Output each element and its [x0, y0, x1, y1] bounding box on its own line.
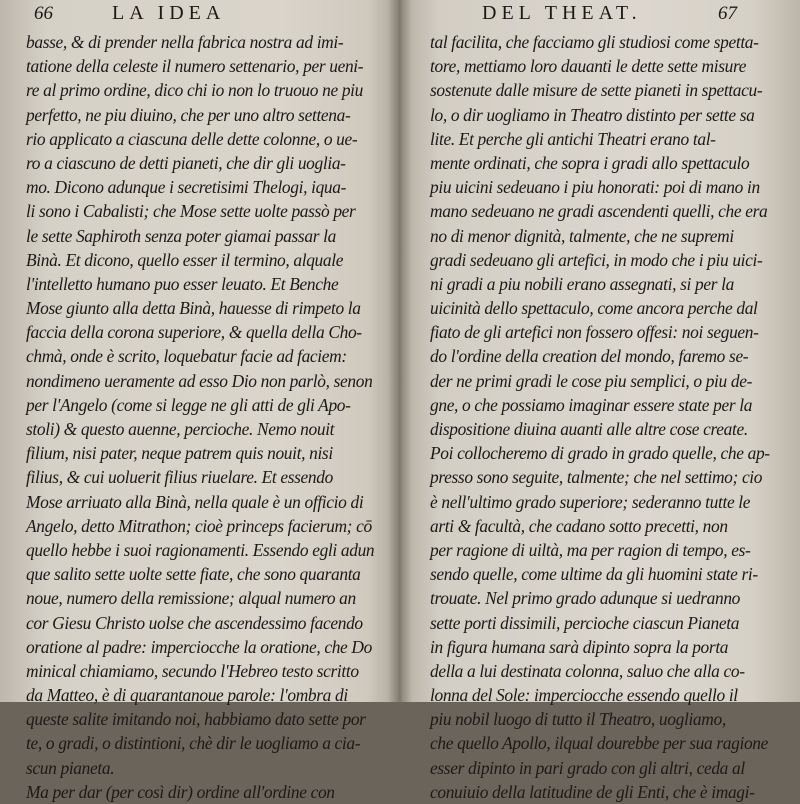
text-line: filium, nisi pater, neque patrem quis nouit, nisi: [26, 443, 333, 464]
text-line: der ne primi gradi le cose piu semplici, o piu de-: [430, 370, 753, 391]
right-page: [400, 0, 800, 802]
text-line: oratione al padre: imperciocche la oratione, che Do: [26, 636, 372, 657]
text-line: fiato de gli artefici non fossero offesi: noi seguen-: [430, 322, 759, 343]
text-line: è nell'ultimo grado superiore; sederanno tutte le: [430, 491, 751, 512]
text-line: gradi sedeuano gli artefici, in modo che i piu uici-: [430, 249, 763, 270]
text-line: Poi collocheremo di grado in grado quelle, che ap-: [430, 443, 770, 464]
text-line: quello hebbe i suoi ragionamenti. Essendo egli adun: [26, 539, 375, 560]
text-line: no di menor dignità, talmente, che ne supremi: [430, 225, 734, 246]
text-line: che quello Apollo, ilqual dourebbe per sua ragione: [430, 733, 768, 754]
text-line: trouate. Nel primo grado adunque si uedranno: [430, 588, 741, 609]
text-line: l'intelletto humano puo esser leuato. Et Benche: [26, 273, 339, 294]
text-line: Angelo, detto Mitrathon; cioè princeps facierum; cō: [26, 515, 372, 536]
text-line: piu nobil luogo di tutto il Theatro, uogliamo,: [430, 709, 726, 730]
text-line: scun pianeta.: [26, 757, 115, 778]
text-line: esser dipinto in pari grado con gli altri, ceda al: [430, 757, 745, 778]
text-line: basse, & di prender nella fabrica nostra ad imi-: [26, 32, 344, 52]
text-line: per ragione di uiltà, ma per ragion di tempo, es-: [430, 539, 751, 560]
text-line: sostenute dalle misure de sette pianeti in spettacu-: [430, 80, 763, 101]
text-line: rio applicato a ciascuna delle dette colonne, o ue-: [26, 128, 358, 149]
left-running-head: LA IDEA: [112, 2, 226, 24]
text-line: do l'ordine della creation del mondo, faremo se-: [430, 346, 749, 367]
text-line: dispositione diuina auanti alle altre cose create.: [430, 419, 748, 439]
text-line: faccia della corona superiore, & quella della Cho-: [26, 322, 362, 343]
text-line: que salito sette uolte sette fiate, che sono quaranta: [26, 564, 361, 585]
text-line: mo. Dicono adunque i secretisimi Thelogi, iqua-: [26, 177, 347, 198]
text-line: minical chiamiamo, secundo l'Hebreo testo scritto: [26, 660, 359, 681]
text-line: uicinità dello spettaculo, come ancora perche dal: [430, 298, 758, 319]
text-line: lo, o dir uogliamo in Theatro distinto per sette sa: [430, 104, 755, 125]
text-line: cor Giesu Christo uolse che ascendessimo facendo: [26, 612, 363, 633]
text-line: li sono i Cabalisti; che Mose sette uolte passò per: [26, 201, 356, 222]
text-line: ni gradi a piu nobili erano assegnati, si per la: [430, 273, 734, 294]
text-line: presso sono seguite, talmente; che nel settimo; cio: [430, 467, 763, 488]
text-line: nondimeno ueramente ad esso Dio non parlò, senon: [26, 370, 373, 391]
text-line: tal facilita, che facciamo gli studiosi come spetta-: [430, 32, 759, 52]
right-page-number: 67: [718, 3, 737, 24]
text-line: perfetto, ne piu diuino, che per uno altro settena-: [26, 104, 351, 125]
right-running-head: DEL THEAT.: [482, 2, 642, 24]
text-line: Ma per dar (per così dir) ordine all'ordine con: [26, 781, 335, 802]
text-line: mente ordinati, che sopra i gradi allo spettaculo: [430, 152, 750, 173]
text-line: Mose arriuato alla Binà, nella quale è un officio di: [26, 491, 364, 512]
text-line: lonna del Sole: imperciocche essendo quello il: [430, 685, 738, 706]
text-line: gne, o che possiamo imaginar essere state per la: [430, 394, 753, 415]
text-line: tore, mettiamo loro dauanti le dette sette misure: [430, 56, 747, 77]
text-line: chmà, onde è scrito, loquebatur facie ad faciem:: [26, 346, 347, 367]
text-line: arti & facultà, che cadano sotto precetti, non: [430, 515, 728, 536]
right-text-block: [430, 30, 782, 804]
text-line: sette porti dissimili, percioche ciascun Pianeta: [430, 612, 740, 633]
text-line: le sette Saphiroth senza poter giamai passar la: [26, 225, 336, 246]
text-line: della a lui destinata colonna, saluo che alla co-: [430, 660, 745, 681]
text-line: tatione della celeste il numero settenario, per ueni-: [26, 56, 364, 77]
text-line: mano sedeuano ne gradi ascendenti quelli, che era: [430, 201, 768, 222]
text-line: queste salite imitando noi, habbiamo dato sette por: [26, 709, 366, 730]
text-line: Mose giunto alla detta Binà, hauesse di rimpeto la: [26, 298, 361, 319]
text-line: piu uicini sedeuano i piu honorati: poi di mano in: [430, 177, 760, 198]
left-page-number: 66: [34, 3, 53, 24]
left-text-block: [26, 30, 375, 804]
left-page: [0, 0, 400, 802]
text-line: re al primo ordine, dico chi io non lo truouo ne piu: [26, 80, 363, 101]
text-line: sendo quelle, come ultime da gli huomini state ri-: [430, 564, 758, 585]
text-line: per l'Angelo (come si legge ne gli atti de gli Apo-: [26, 394, 351, 415]
text-line: da Matteo, è di quarantanoue parole: l'ombra di: [26, 685, 348, 706]
text-line: te, o gradi, o distintioni, chè dir le uogliamo a cia-: [26, 733, 361, 754]
text-line: filius, & cui uoluerit filius riuelare. Et essendo: [26, 467, 333, 488]
text-line: conuiuio della latitudine de gli Enti, che è imagi-: [430, 781, 755, 802]
text-line: noue, numero della remissione; alqual numero an: [26, 588, 356, 609]
text-line: stoli) & questo auenne, percioche. Nemo nouit: [26, 419, 335, 439]
book-gutter-shadow: [388, 0, 412, 702]
text-line: lite. Et perche gli antichi Theatri erano tal-: [430, 128, 716, 149]
text-line: ro a ciascuno de detti pianeti, che dir gli uoglia-: [26, 152, 346, 173]
text-line: in figura humana sarà dipinto sopra la porta: [430, 636, 729, 657]
text-line: Binà. Et dicono, quello esser il termino, alquale: [26, 249, 344, 270]
